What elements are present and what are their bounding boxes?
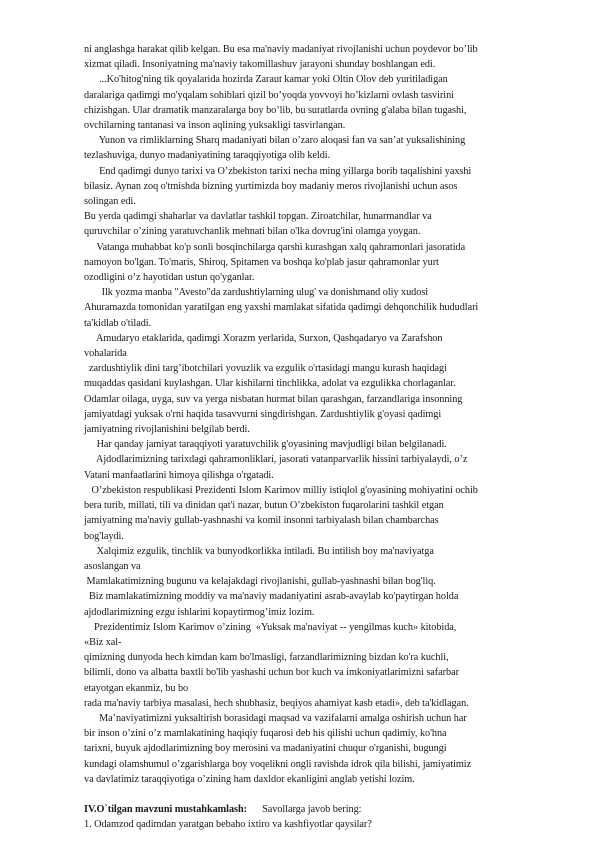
text-line: Xalqimiz ezgulik, tinchlik va bunyodkorlikka intiladi. Bu intilish boy ma'naviyatga bbox=[84, 545, 434, 557]
text-line: bilasiz. Aynan zoq o'tmishda bizning yurtimizda boy madaniy meros rivojlanishi uchun asos bbox=[84, 180, 458, 192]
text-line: muqaddas qasidani kuylashgan. Ular kishilarni tinchlikka, adolat va ezgulikka chorlaganlar. bbox=[84, 378, 456, 390]
text-line: Mamlakatimizning bugunu va kelajakdagi rivojlanishi, gullab-yashnashi bilan bog'liq. bbox=[84, 576, 436, 588]
text-line: ovchilarning tantanasi va inson aqlining yuksakligi tasvirlangan. bbox=[84, 120, 346, 132]
text-line: O’zbekiston respublikasi Prezidenti Islom Karimov milliy istiqlol g'oyasining mohiyatini ochib bbox=[84, 484, 478, 496]
text-line: asoslangan va bbox=[84, 560, 141, 572]
text-line: etayotgan ekanmiz, bu bo bbox=[84, 682, 189, 694]
paragraph-gap bbox=[84, 787, 592, 802]
text-line: Ilk yozma manba "Avesto"da zardushtiylarning ulug' va donishmand oliy xudosi bbox=[84, 287, 429, 299]
text-line: solingan edi. bbox=[84, 196, 136, 208]
document-page bbox=[84, 42, 592, 833]
section-heading-tail: Savollarga javob bering: bbox=[247, 804, 362, 816]
text-line: Yunon va rimliklarning Sharq madaniyati bilan o’zaro aloqasi fan va san’at yuksalishining bbox=[84, 135, 466, 147]
text-line: va davlatimiz taraqqiyotiga o’zining ham daxldor ekanligini anglab yetishi lozim. bbox=[84, 773, 415, 785]
text-line: End qadimgi dunyo tarixi va O’zbekiston tarixi necha ming yillarga borib taqalishini yaxshi bbox=[84, 165, 472, 177]
section-heading-label: IV.O`tilgan mavzuni mustahkamlash: bbox=[84, 804, 247, 816]
text-line: daralariga qadimgi mo'yqalam sohiblari qizil bo’yoqda yovvoyi ho’kizlarni ovlash tasvirini bbox=[84, 89, 454, 101]
text-line: ta'kidlab o'tiladi. bbox=[84, 317, 152, 329]
text-line: rada ma'naviy tarbiya masalasi, hech shubhasiz, beqiyos ahamiyat kasb etadi», deb ta'kidlagan. bbox=[84, 697, 469, 709]
text-line: zardushtiylik dini targ’ibotchilari yovuzlik va ezgulik o'rtasidagi mangu kurash haqidagi bbox=[84, 363, 447, 375]
text-line: xizmat qiladi. Insoniyatning ma'naviy takomillashuv jarayoni shunday boshlangan edi. bbox=[84, 59, 436, 71]
text-line: jamiyatning ma'naviy gullab-yashnashi va komil insonni tarbiyalash bilan chambarchas bbox=[84, 515, 439, 527]
text-line: qimizning dunyoda hech kimdan kam bo'lmasligi, farzandlarimizning bizdan ko'ra kuchli, bbox=[84, 652, 449, 664]
text-line: Odamlar oilaga, uyga, suv va yerga nisbatan hurmat bilan qarashgan, farzandlariga insonning bbox=[84, 393, 463, 405]
section-heading bbox=[84, 802, 592, 817]
text-line: Prezidentimiz Islom Karimov o’zining «Yuksak ma'naviyat -- yengilmas kuch» kitobida, bbox=[84, 621, 457, 633]
text-line: Vatani manfaatlarini himoya qilishga o'rgatadi. bbox=[84, 469, 274, 481]
text-line: vohalarida bbox=[84, 348, 127, 360]
question-list bbox=[84, 817, 592, 832]
question-item: 1. Odamzod qadimdan yaratgan bebaho ixtiro va kashfiyotlar qaysilar? bbox=[84, 819, 372, 831]
text-line: bilimli, dono va albatta baxtli bo'lib yashashi uchun bor kuch va imkoniyatlarimizni safarbar bbox=[84, 667, 459, 679]
text-line: ozodligini o’z hayotidan ustun qo'yganlar. bbox=[84, 272, 255, 284]
text-line: «Biz xal- bbox=[84, 636, 122, 648]
text-line: Amudaryo etaklarida, qadimgi Xorazm yerlarida, Surxon, Qashqadaryo va Zarafshon bbox=[84, 332, 443, 344]
text-line: tarixni, buyuk ajdodlarimizning boy merosini va madaniyatini chuqur o'rganishi, bugungi bbox=[84, 743, 447, 755]
text-line: quruvchilar o’zining yaratuvchanlik mehnati bilan o'lka dovrug'ini olamga yoygan. bbox=[84, 226, 421, 238]
text-line: Biz mamlakatimizning moddiy va ma'naviy madaniyatini asrab-avaylab ko'paytirgan holda bbox=[84, 591, 459, 603]
text-line: bog'laydi. bbox=[84, 530, 124, 542]
text-line: jamiyatning rivojlanishini belgilab berdi. bbox=[84, 424, 250, 436]
text-line: Har qanday jamiyat taraqqiyoti yaratuvchilik g'oyasining mavjudligi bilan belgilanadi. bbox=[84, 439, 447, 451]
text-line: jamiyatdagi yuksak o'rni haqida tasavvurni singdirishgan. Zardushtiylik g'oyasi qadimgi bbox=[84, 408, 442, 420]
text-line: ...Ko'hitog'ning tik qoyalarida hozirda Zaraut kamar yoki Oltin Olov deb yuritiladigan bbox=[84, 74, 448, 86]
text-line: Ma’naviyatimizni yuksaltirish borasidagi maqsad va vazifalarni amalga oshirish uchun har bbox=[84, 712, 467, 724]
text-line: bera turib, millati, tili va dinidan qat'i nazar, butun O’zbekiston fuqarolarini tashkil etgan bbox=[84, 500, 444, 512]
text-line: chizishgan. Ular dramatik manzaralarga boy bo’lib, bu suratlarda ovning g'alaba bilan tugashi, bbox=[84, 104, 467, 116]
text-line: ni anglashga harakat qilib kelgan. Bu esa ma'naviy madaniyat rivojlanishi uchun poydevor bo’lib bbox=[84, 44, 478, 55]
text-line: tezlashuviga, dunyo madaniyatining taraqqiyotiga olib keldi. bbox=[84, 150, 331, 162]
text-line: Ajdodlarimizning tarixdagi qahramonliklari, jasorati vatanparvarlik hissini tarbiyalaydi, o’z bbox=[84, 454, 468, 466]
body-text bbox=[84, 42, 592, 787]
text-line: Ahuramazda tomonidan yaratilgan eng yaxshi mamlakat sifatida qadimgi dehqonchilik hududlari bbox=[84, 302, 479, 314]
text-line: namoyon bo'lgan. To'maris, Shiroq, Spitamen va boshqa ko'plab jasur qahramonlar yurt bbox=[84, 256, 439, 268]
text-line: Bu yerda qadimgi shaharlar va davlatlar tashkil topgan. Ziroatchilar, hunarmandlar va bbox=[84, 211, 432, 223]
text-line: Vatanga muhabbat ko'p sonli bosqinchilarga qarshi kurashgan xalq qahramonlari jasoratida bbox=[84, 241, 466, 253]
text-line: bir inson o’zini o’z mamlakatining haqiqiy fuqarosi deb his qilishi uchun qadimiy, ko'hna bbox=[84, 728, 447, 740]
text-line: kundagi olamshumul o’zgarishlarga boy voqelikni ongli ravishda idrok qila bilishi, jamiyatimiz bbox=[84, 758, 472, 770]
text-line: ajdodlarimizning ezgu ishlarini kopaytirmog’imiz lozim. bbox=[84, 606, 315, 618]
